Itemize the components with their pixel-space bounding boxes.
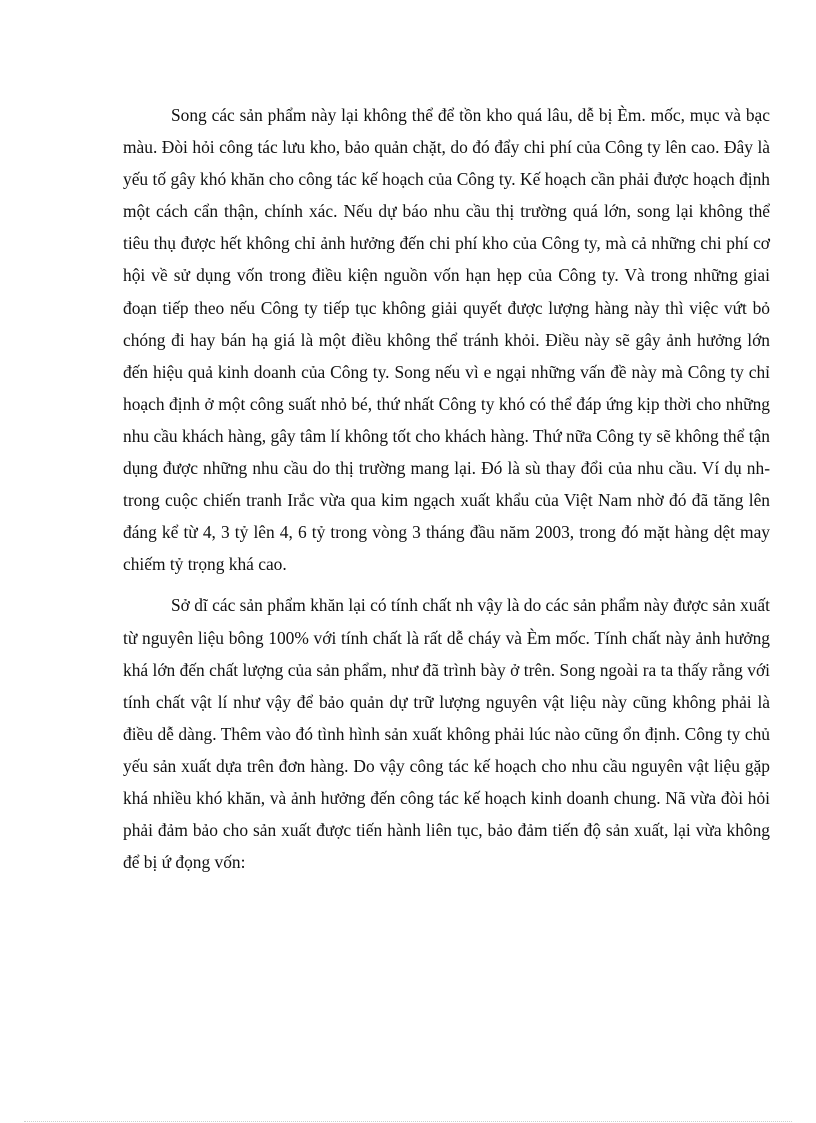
document-body (123, 99, 770, 878)
paragraph-1: Song các sản phẩm này lại không thể để tồn kho quá lâu, dễ bị Èm. mốc, mục và bạc màu. Đòi hỏi công tác lưu kho, bảo quản chặt, do đó đẩy chi phí của Công ty lên cao. Đây là yếu tố gây khó khăn cho công tác kế hoạch của Công ty. Kế hoạch cần phải được hoạch định một cách cẩn thận, chính xác. Nếu dự báo nhu cầu thị trường quá lớn, song lại không thể tiêu thụ được hết không chỉ ảnh hưởng đến chi phí kho của Công ty, mà cả những chi phí cơ hội về sử dụng vốn trong điều kiện nguồn vốn hạn hẹp của Công ty. Và trong những giai đoạn tiếp theo nếu Công ty tiếp tục không giải quyết được lượng hàng này thì việc vứt bỏ chóng đi hay bán hạ giá là một điều không thể tránh khỏi. Điều này sẽ gây ảnh hưởng lớn đến hiệu quả kinh doanh của Công ty. Song nếu vì e ngại những vấn đề này mà Công ty chỉ hoạch định ở một công suất nhỏ bé, thứ nhất Công ty khó có thể đáp ứng kịp thời cho những nhu cầu khách hàng, gây tâm lí không tốt cho khách hàng. Thứ nữa Công ty sẽ không thể tận dụng được những nhu cầu do thị trường mang lại. Đó là sù thay đổi của nhu cầu. Ví dụ nh trong cuộc chiến tranh Irắc vừa qua kim ngạch xuất khẩu của Việt Nam nhờ đó đã tăng lên đáng kể từ 4, 3 tỷ lên 4, 6 tỷ trong vòng 3 tháng đầu năm 2003, trong đó mặt hàng dệt may chiếm tỷ trọng khá cao. (123, 105, 770, 575)
paragraph-2: Sở dĩ các sản phẩm khăn lại có tính chất nh vậy là do các sản phẩm này được sản xuất từ nguyên liệu bông 100% với tính chất là rất dễ cháy và Èm mốc. Tính chất này ảnh hưởng khá lớn đến chất lượng của sản phẩm, như đã trình bày ở trên. Song ngoài ra ta thấy rằng với tính chất vật lí như vậy để bảo quản dự trữ lượng nguyên vật liệu này cũng không phải là điều dễ dàng. Thêm vào đó tình hình sản xuất không phải lúc nào cũng ổn định. Công ty chủ yếu sản xuất dựa trên đơn hàng. Do vậy công tác kế hoạch cho nhu cầu nguyên vật liệu gặp khá nhiều khó khăn, và ảnh hưởng đến công tác kế hoạch kinh doanh chung. Nã vừa đòi hỏi phải đảm bảo cho sản xuất được tiến hành liên tục, bảo đảm tiến độ sản xuất, lại vừa không để bị ứ đọng vốn: (123, 595, 770, 873)
page-bottom-rule (24, 1121, 792, 1122)
